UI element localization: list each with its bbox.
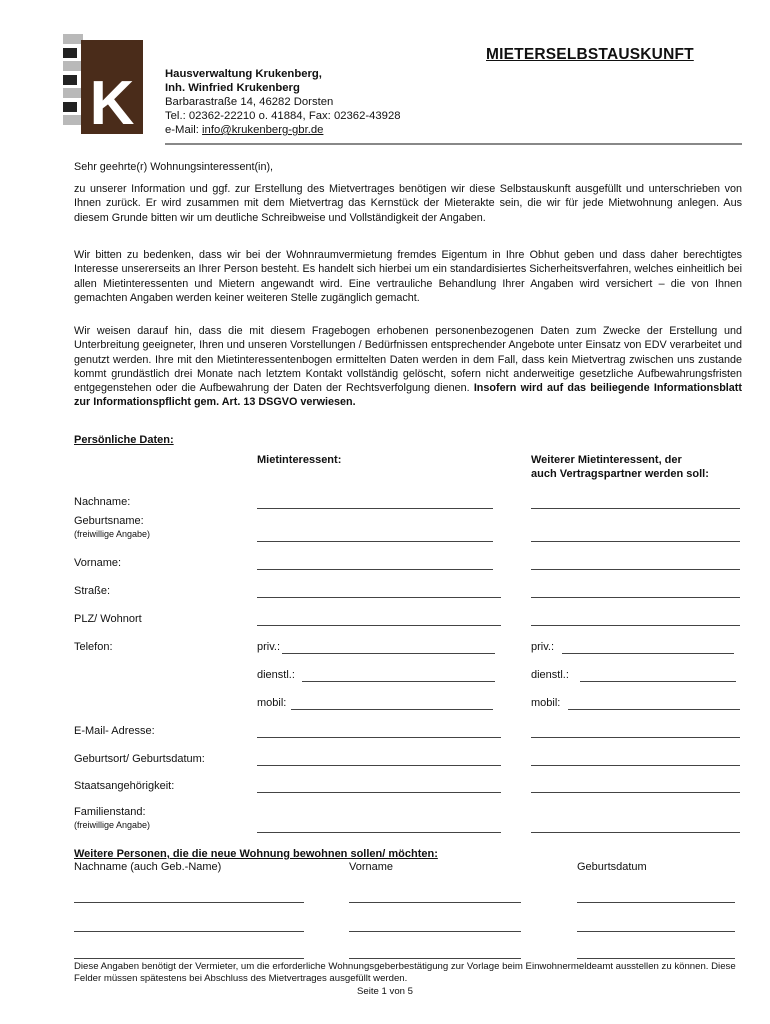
- person-1-vorname[interactable]: [349, 901, 521, 903]
- field-priv-1[interactable]: [282, 652, 495, 654]
- label-strasse: Straße:: [74, 585, 111, 597]
- label-staatsangehoerigkeit: Staatsangehörigkeit:: [74, 780, 175, 792]
- label-dienstl-1: dienstl.:: [257, 669, 295, 681]
- label-geburtsort: Geburtsort/ Geburtsdatum:: [74, 753, 205, 765]
- field-email-2[interactable]: [531, 736, 740, 738]
- footer-note: Diese Angaben benötigt der Vermieter, um die erforderliche Wohnungsgeberbestätigung zur Vorlage beim Einwohnermeldeamt ausstellen zu können. Diese Felder müssen spätestens bei Abschluss des Mietvertrages ausgefüllt werden.: [74, 961, 736, 984]
- personal-data-heading: Persönliche Daten:: [74, 434, 174, 446]
- intro-paragraph: zu unserer Information und ggf. zur Erstellung des Mietvertrages benötigen wir diese Selbstauskunft ausgefüllt und unterschrieben von Ihnen zurück. Er wird zusammen mit dem Mietvertrag das Kernstück der Mieterakte sein, die wir für jede Mietwohnung anlegen. Aus diesem Grunde bitten wir um deutliche Schreibweise und Vollständigkeit der Angaben.: [74, 183, 742, 224]
- label-priv-1: priv.:: [257, 641, 281, 653]
- col-vorname: Vorname: [349, 861, 394, 873]
- person-1-geburtsdatum[interactable]: [577, 901, 735, 903]
- person-2-vorname[interactable]: [349, 930, 521, 932]
- security-paragraph: Wir bitten zu bedenken, dass wir bei der Wohnraumvermietung fremdes Eigentum in Ihre Obhut geben und dass daher berechtigtes Interesse unsererseits an Ihrer Person besteht. Es handelt sich hierbei um ein standardisiertes Sicherheitsverfahren, welches einheitlich bei allen Mietinteressenten und Mietern angewandt wird. Eine vertrauliche Behandlung Ihrer Angaben wird versichert – die von Ihnen gemachten Angaben werden keiner weiteren Stelle zugänglich gemacht.: [74, 249, 742, 304]
- person-2-nachname[interactable]: [74, 930, 304, 932]
- other-persons-heading: Weitere Personen, die die neue Wohnung bewohnen sollen/ möchten:: [74, 848, 438, 860]
- field-vorname-1[interactable]: [257, 568, 493, 570]
- email-link[interactable]: info@krukenberg-gbr.de: [202, 124, 324, 136]
- col-applicant-heading: Mietinteressent:: [257, 454, 342, 466]
- field-staatsangehoerigkeit-1[interactable]: [257, 791, 501, 793]
- person-1-nachname[interactable]: [74, 901, 304, 903]
- col-coapplicant-heading: [531, 453, 709, 481]
- optional-note: (freiwillige Angabe): [74, 529, 151, 539]
- field-mobil-2[interactable]: [568, 708, 740, 710]
- label-vorname: Vorname:: [74, 557, 122, 569]
- label-mobil-2: mobil:: [531, 697, 561, 709]
- geburtsname-text: Geburtsname:: [74, 515, 144, 527]
- field-plz-1[interactable]: [257, 624, 501, 626]
- field-geburtsname-2[interactable]: [531, 540, 740, 542]
- company-email-row: [165, 123, 401, 137]
- label-email: E-Mail- Adresse:: [74, 725, 155, 737]
- label-mobil-1: mobil:: [257, 697, 287, 709]
- field-email-1[interactable]: [257, 736, 501, 738]
- label-priv-2: priv.:: [531, 641, 555, 653]
- field-plz-2[interactable]: [531, 624, 740, 626]
- field-mobil-1[interactable]: [291, 708, 493, 710]
- label-dienstl-2: dienstl.:: [531, 669, 569, 681]
- privacy-bold-text: Insofern wird auf das beiliegende Informationsblatt zur Informationspflicht gem. Art. 13 DSGVO verwiesen.: [74, 382, 742, 409]
- field-nachname-2[interactable]: [531, 507, 740, 509]
- field-staatsangehoerigkeit-2[interactable]: [531, 791, 740, 793]
- col-coapplicant-line2: auch Vertragspartner werden soll:: [531, 468, 709, 480]
- person-3-nachname[interactable]: [74, 957, 304, 959]
- field-familienstand-1[interactable]: [257, 831, 501, 833]
- field-priv-2[interactable]: [562, 652, 734, 654]
- label-familienstand: [74, 806, 150, 832]
- document-title: MIETERSELBSTAUSKUNFT: [486, 46, 694, 63]
- field-dienstl-2[interactable]: [580, 680, 736, 682]
- col-coapplicant-line1: Weiterer Mietinteressent, der: [531, 454, 682, 466]
- person-3-geburtsdatum[interactable]: [577, 957, 735, 959]
- person-2-geburtsdatum[interactable]: [577, 930, 735, 932]
- label-telefon: Telefon:: [74, 641, 113, 653]
- field-dienstl-1[interactable]: [302, 680, 495, 682]
- company-address: Barbarastraße 14, 46282 Dorsten: [165, 96, 334, 108]
- field-strasse-2[interactable]: [531, 596, 740, 598]
- privacy-text: Wir weisen darauf hin, dass die mit diesem Fragebogen erhobenen personenbezogenen Daten zum Zwecke der Erstellung und Unterbreitung geeigneter, Ihren und unseren Vorstellungen / Bedürfnissen entsprechender Angebote unter Einsatz von EDV verarbeitet und genutzt werden. Ihre mit den Mietinteressentenbogen ermittelten Daten werden in dem Fall, dass kein Mietvertrag zwischen uns zustande kommt grundästlich drei Monate nach letztem Kontakt vollständig gelöscht, sofern nicht anderweitige gesetzliche Aufbewahrungsfristen entgegenstehen oder die Aufbewahrung der Daten der Rechtsverfolgung dienen.: [74, 325, 742, 395]
- email-prefix: e-Mail:: [165, 124, 203, 136]
- field-strasse-1[interactable]: [257, 596, 501, 598]
- company-name: Hausverwaltung Krukenberg,: [165, 68, 322, 80]
- field-geburtsname-1[interactable]: [257, 540, 493, 542]
- salutation: Sehr geehrte(r) Wohnungsinteressent(in),: [74, 161, 274, 173]
- field-geburtsort-1[interactable]: [257, 764, 501, 766]
- label-plz: PLZ/ Wohnort: [74, 613, 142, 625]
- col-geburtsdatum: Geburtsdatum: [577, 861, 647, 873]
- company-block: [165, 67, 401, 137]
- company-phone: Tel.: 02362-22210 o. 41884, Fax: 02362-43928: [165, 110, 401, 122]
- field-nachname-1[interactable]: [257, 507, 493, 509]
- person-3-vorname[interactable]: [349, 957, 521, 959]
- field-geburtsort-2[interactable]: [531, 764, 740, 766]
- page-number: Seite 1 von 5: [356, 986, 413, 997]
- familienstand-text: Familienstand:: [74, 806, 146, 818]
- company-logo: [63, 34, 143, 134]
- label-nachname: Nachname:: [74, 496, 131, 508]
- field-familienstand-2[interactable]: [531, 831, 740, 833]
- company-owner: Inh. Winfried Krukenberg: [165, 82, 300, 94]
- privacy-paragraph: [74, 324, 742, 410]
- label-geburtsname: [74, 515, 150, 541]
- logo-letter: K: [89, 69, 135, 134]
- col-nachname: Nachname (auch Geb.-Name): [74, 861, 222, 873]
- header-divider: [165, 143, 742, 145]
- field-vorname-2[interactable]: [531, 568, 740, 570]
- optional-note: (freiwillige Angabe): [74, 820, 151, 830]
